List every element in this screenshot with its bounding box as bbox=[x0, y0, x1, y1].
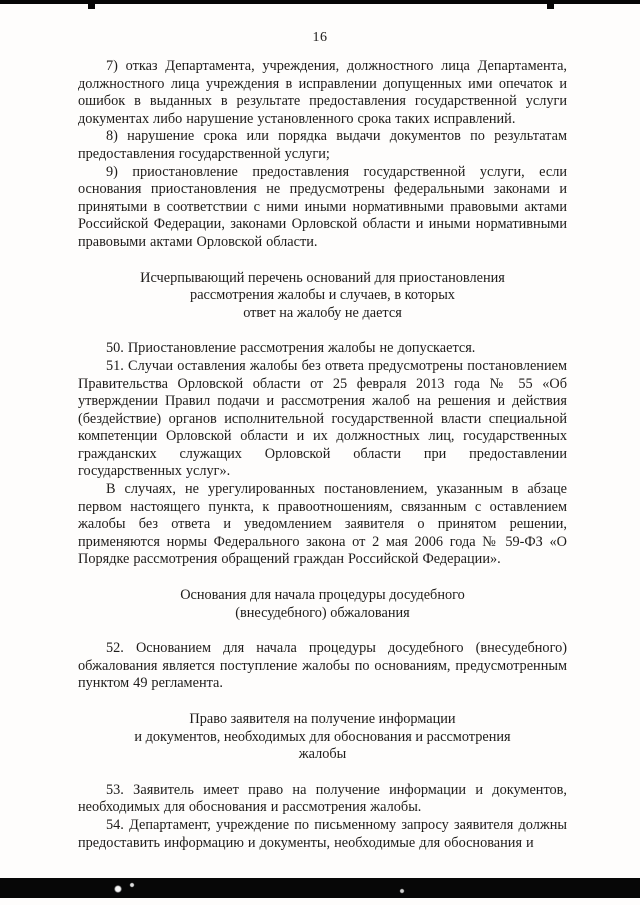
paragraph-clause-54: 54. Департамент, учреждение по письменному запросу заявителя должны предоставить информацию и документы, необходимые для обоснования и bbox=[78, 816, 567, 851]
heading-line: (внесудебного) обжалования bbox=[235, 604, 410, 621]
section-heading-applicant-right-to-information bbox=[78, 711, 567, 764]
heading-line: Основания для начала процедуры досудебного bbox=[180, 587, 465, 604]
paragraph-item-7: 7) отказ Департамента, учреждения, должностного лица Департамента, должностного лица учреждения в исправлении допущенных ими опечаток и ошибок в выданных в результате предоставления государственной услуги документах либо нарушение установленного срока таких исправлений. bbox=[78, 58, 567, 127]
heading-line: и документов, необходимых для обоснования и рассмотрения bbox=[134, 728, 511, 745]
page-number: 16 bbox=[312, 30, 328, 45]
heading-line: жалобы bbox=[298, 746, 347, 763]
scan-artifact-top-bar bbox=[0, 0, 640, 4]
document-content bbox=[78, 58, 567, 852]
paragraph-item-8: 8) нарушение срока или порядка выдачи документов по результатам предоставления государственной услуги; bbox=[78, 128, 567, 162]
section-heading-appeal-procedure-grounds bbox=[78, 587, 567, 622]
heading-line: Исчерпывающий перечень оснований для приостановления bbox=[140, 269, 505, 286]
paragraph-clause-51-continued: В случаях, не урегулированных постановлением, указанным в абзаце первом настоящего пункта, к правоотношениям, связанным с оставлением жалобы без ответа и уведомлением заявителя о принятом решении, применяются нормы Федерального закона от 2 мая 2006 года № 59-ФЗ «О Порядке рассмотрения обращений граждан Российской Федерации». bbox=[78, 481, 567, 568]
paragraph-clause-52: 52. Основанием для начала процедуры досудебного (внесудебного) обжалования является поступление жалобы по основаниям, предусмотренным пунктом 49 регламента. bbox=[78, 640, 567, 692]
heading-line: рассмотрения жалобы и случаев, в которых bbox=[190, 287, 455, 304]
section-heading-suspension-grounds bbox=[78, 270, 567, 323]
heading-line: Право заявителя на получение информации bbox=[189, 711, 456, 727]
scan-artifact-bottom-bar bbox=[0, 878, 640, 898]
paragraph-clause-50: 50. Приостановление рассмотрения жалобы не допускается. bbox=[106, 340, 476, 357]
paragraph-clause-53: 53. Заявитель имеет право на получение информации и документов, необходимых для обоснования и рассмотрения жалобы. bbox=[78, 781, 567, 816]
paragraph-item-9: 9) приостановление предоставления государственной услуги, если основания приостановления не предусмотрены федеральными законами и принятыми в соответствии с ними иными нормативными правовыми актами Российской Федерации, законами Орловской области и иными нормативными правовыми актами Орловской области. bbox=[78, 163, 567, 250]
heading-line: ответ на жалобу не дается bbox=[243, 304, 402, 321]
paragraph-clause-51: 51. Случаи оставления жалобы без ответа предусмотрены постановлением Правительства Орловской области от 25 февраля 2013 года № 55 «Об утверждении Правил подачи и рассмотрения жалоб на решения и действия (бездействие) органов исполнительной государственной власти специальной компетенции Орловской области и их должностных лиц, государственных гражданских служащих Орловской области при предоставлении государственных услуг». bbox=[78, 357, 567, 480]
